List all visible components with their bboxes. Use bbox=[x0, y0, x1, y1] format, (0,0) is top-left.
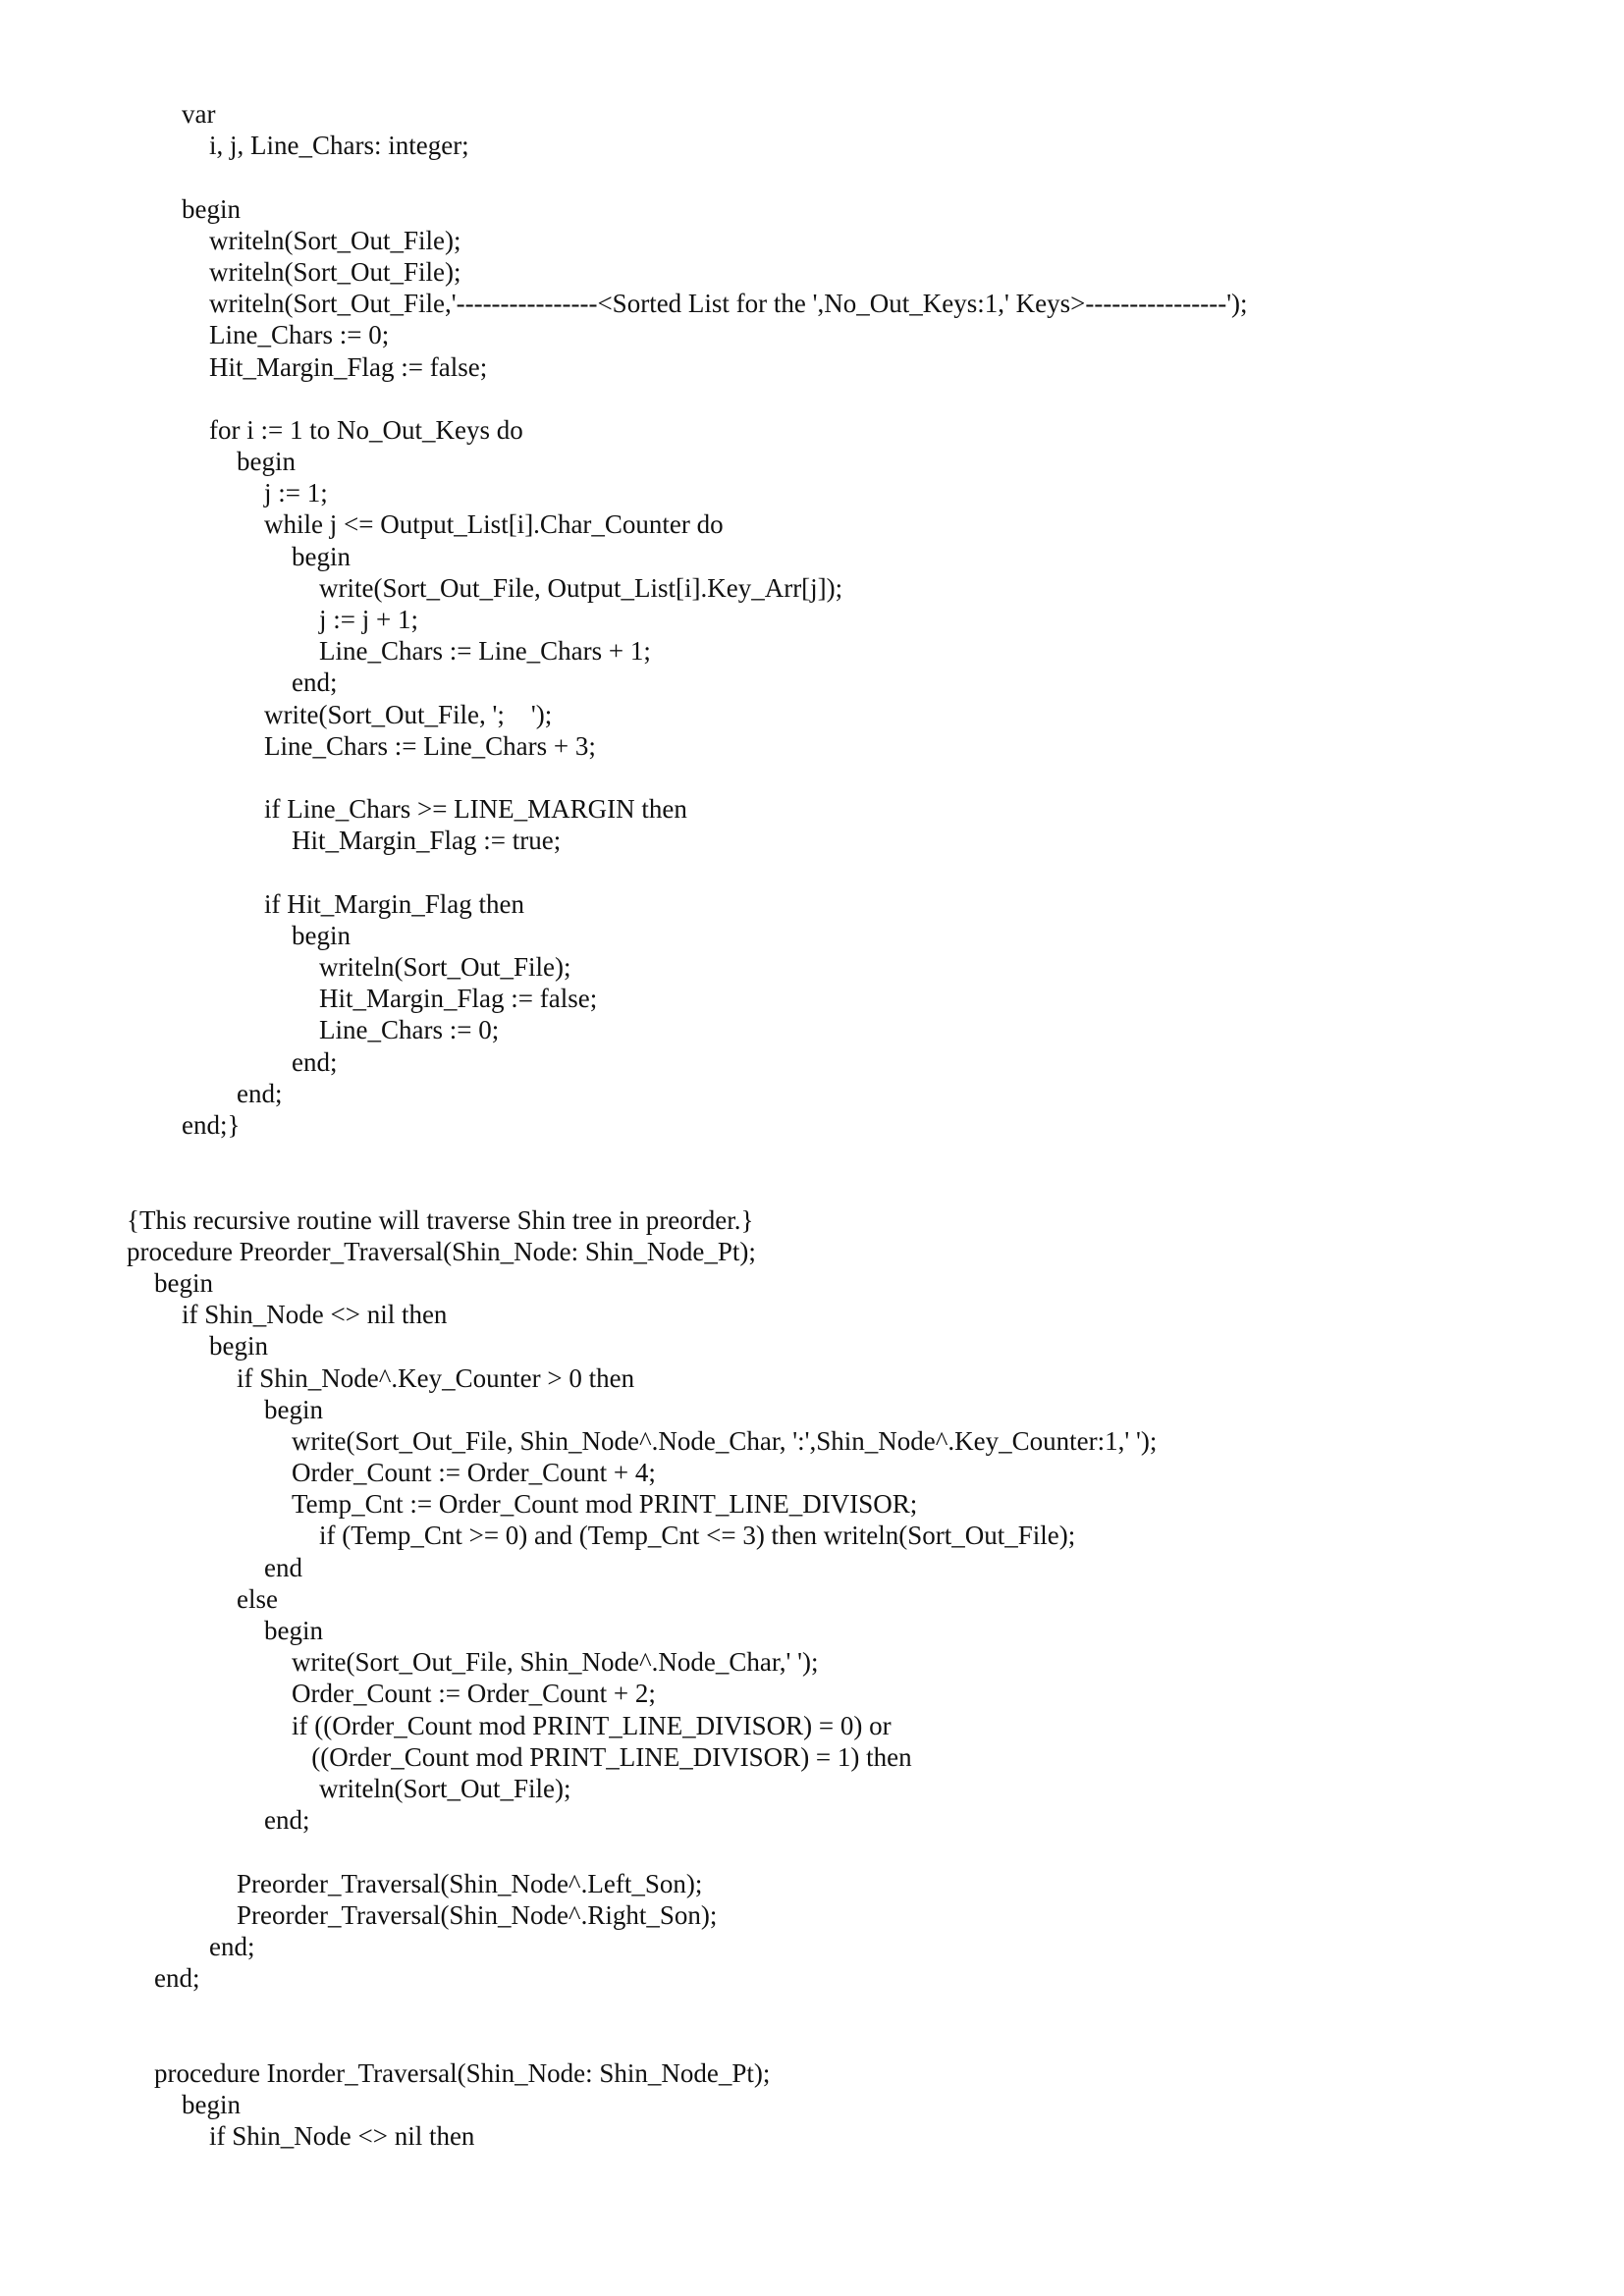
code-line: writeln(Sort_Out_File,'----------------<Sorted List for the ',No_Out_Keys:1,' Keys>----------------'); bbox=[209, 289, 1248, 319]
code-line bbox=[127, 1836, 1541, 1867]
code-line: end;} bbox=[182, 1110, 241, 1140]
code-line: procedure Inorder_Traversal(Shin_Node: Shin_Node_Pt); bbox=[154, 2057, 771, 2088]
code-line: ((Order_Count mod PRINT_LINE_DIVISOR) = 1) then bbox=[292, 1741, 912, 1772]
code-line: end; bbox=[264, 1805, 310, 1836]
code-line: writeln(Sort_Out_File); bbox=[319, 952, 571, 983]
code-line: writeln(Sort_Out_File); bbox=[209, 225, 461, 255]
code-line: i, j, Line_Chars: integer; bbox=[209, 131, 469, 161]
code-line: Preorder_Traversal(Shin_Node^.Left_Son); bbox=[237, 1868, 703, 1898]
code-line: if Shin_Node^.Key_Counter > 0 then bbox=[237, 1362, 635, 1393]
code-line: end bbox=[264, 1552, 302, 1582]
code-line: begin bbox=[264, 1394, 323, 1424]
code-line bbox=[127, 762, 1541, 793]
code-line bbox=[127, 1172, 1541, 1203]
code-line: if Shin_Node <> nil then bbox=[182, 1300, 448, 1330]
code-line: begin bbox=[264, 1616, 323, 1645]
code-line: var bbox=[182, 99, 216, 129]
code-line bbox=[127, 161, 1541, 192]
code-line: begin bbox=[154, 1267, 213, 1298]
code-line: writeln(Sort_Out_File); bbox=[319, 1773, 571, 1803]
code-line: end; bbox=[154, 1963, 200, 1994]
code-line: if (Temp_Cnt >= 0) and (Temp_Cnt <= 3) then writeln(Sort_Out_File); bbox=[319, 1521, 1076, 1551]
code-line: else bbox=[237, 1583, 278, 1614]
code-line: write(Sort_Out_File, Shin_Node^.Node_Char,' '); bbox=[292, 1647, 819, 1678]
code-line: begin bbox=[237, 447, 296, 477]
code-line: procedure Preorder_Traversal(Shin_Node: Shin_Node_Pt); bbox=[127, 1236, 756, 1266]
code-line: write(Sort_Out_File, '; '); bbox=[264, 699, 553, 729]
code-line: end; bbox=[237, 1078, 283, 1108]
code-line: if Shin_Node <> nil then bbox=[209, 2121, 475, 2151]
code-line: begin bbox=[182, 2089, 241, 2119]
code-line: end; bbox=[292, 667, 338, 698]
code-line: end; bbox=[209, 1931, 255, 1961]
code-line: for i := 1 to No_Out_Keys do bbox=[209, 414, 523, 445]
code-listing bbox=[127, 98, 1541, 2152]
code-line: Hit_Margin_Flag := false; bbox=[209, 351, 488, 382]
code-line: begin bbox=[292, 541, 351, 571]
code-line bbox=[127, 383, 1541, 414]
code-line: Order_Count := Order_Count + 2; bbox=[292, 1679, 656, 1709]
code-line: Line_Chars := 0; bbox=[319, 1015, 500, 1045]
code-line bbox=[127, 2025, 1541, 2056]
code-line: Line_Chars := 0; bbox=[209, 320, 390, 350]
code-line: Hit_Margin_Flag := false; bbox=[319, 984, 598, 1014]
code-line: Line_Chars := Line_Chars + 1; bbox=[319, 636, 651, 667]
code-line: Hit_Margin_Flag := true; bbox=[292, 826, 562, 856]
code-line: Preorder_Traversal(Shin_Node^.Right_Son); bbox=[237, 1899, 718, 1930]
code-line: {This recursive routine will traverse Shin tree in preorder.} bbox=[127, 1204, 754, 1235]
code-line: while j <= Output_List[i].Char_Counter do bbox=[264, 509, 724, 540]
code-line: if ((Order_Count mod PRINT_LINE_DIVISOR) = 0) or bbox=[292, 1710, 892, 1740]
code-line bbox=[127, 857, 1541, 888]
code-line: Temp_Cnt := Order_Count mod PRINT_LINE_DIVISOR; bbox=[292, 1489, 918, 1520]
code-line: writeln(Sort_Out_File); bbox=[209, 256, 461, 287]
code-line: begin bbox=[292, 920, 351, 950]
code-line bbox=[127, 1994, 1541, 2025]
code-line: begin bbox=[182, 193, 241, 224]
code-line: write(Sort_Out_File, Output_List[i].Key_Arr[j]); bbox=[319, 572, 843, 603]
code-line bbox=[127, 1141, 1541, 1172]
code-line: Order_Count := Order_Count + 4; bbox=[292, 1458, 656, 1488]
code-line: if Line_Chars >= LINE_MARGIN then bbox=[264, 794, 687, 825]
code-line: j := 1; bbox=[264, 478, 328, 508]
code-line: if Hit_Margin_Flag then bbox=[264, 888, 524, 919]
code-line: Line_Chars := Line_Chars + 3; bbox=[264, 730, 596, 761]
code-line: begin bbox=[209, 1331, 268, 1362]
code-line: write(Sort_Out_File, Shin_Node^.Node_Char, ':',Shin_Node^.Key_Counter:1,' '); bbox=[292, 1425, 1158, 1456]
code-line: j := j + 1; bbox=[319, 605, 418, 634]
code-line: end; bbox=[292, 1046, 338, 1077]
